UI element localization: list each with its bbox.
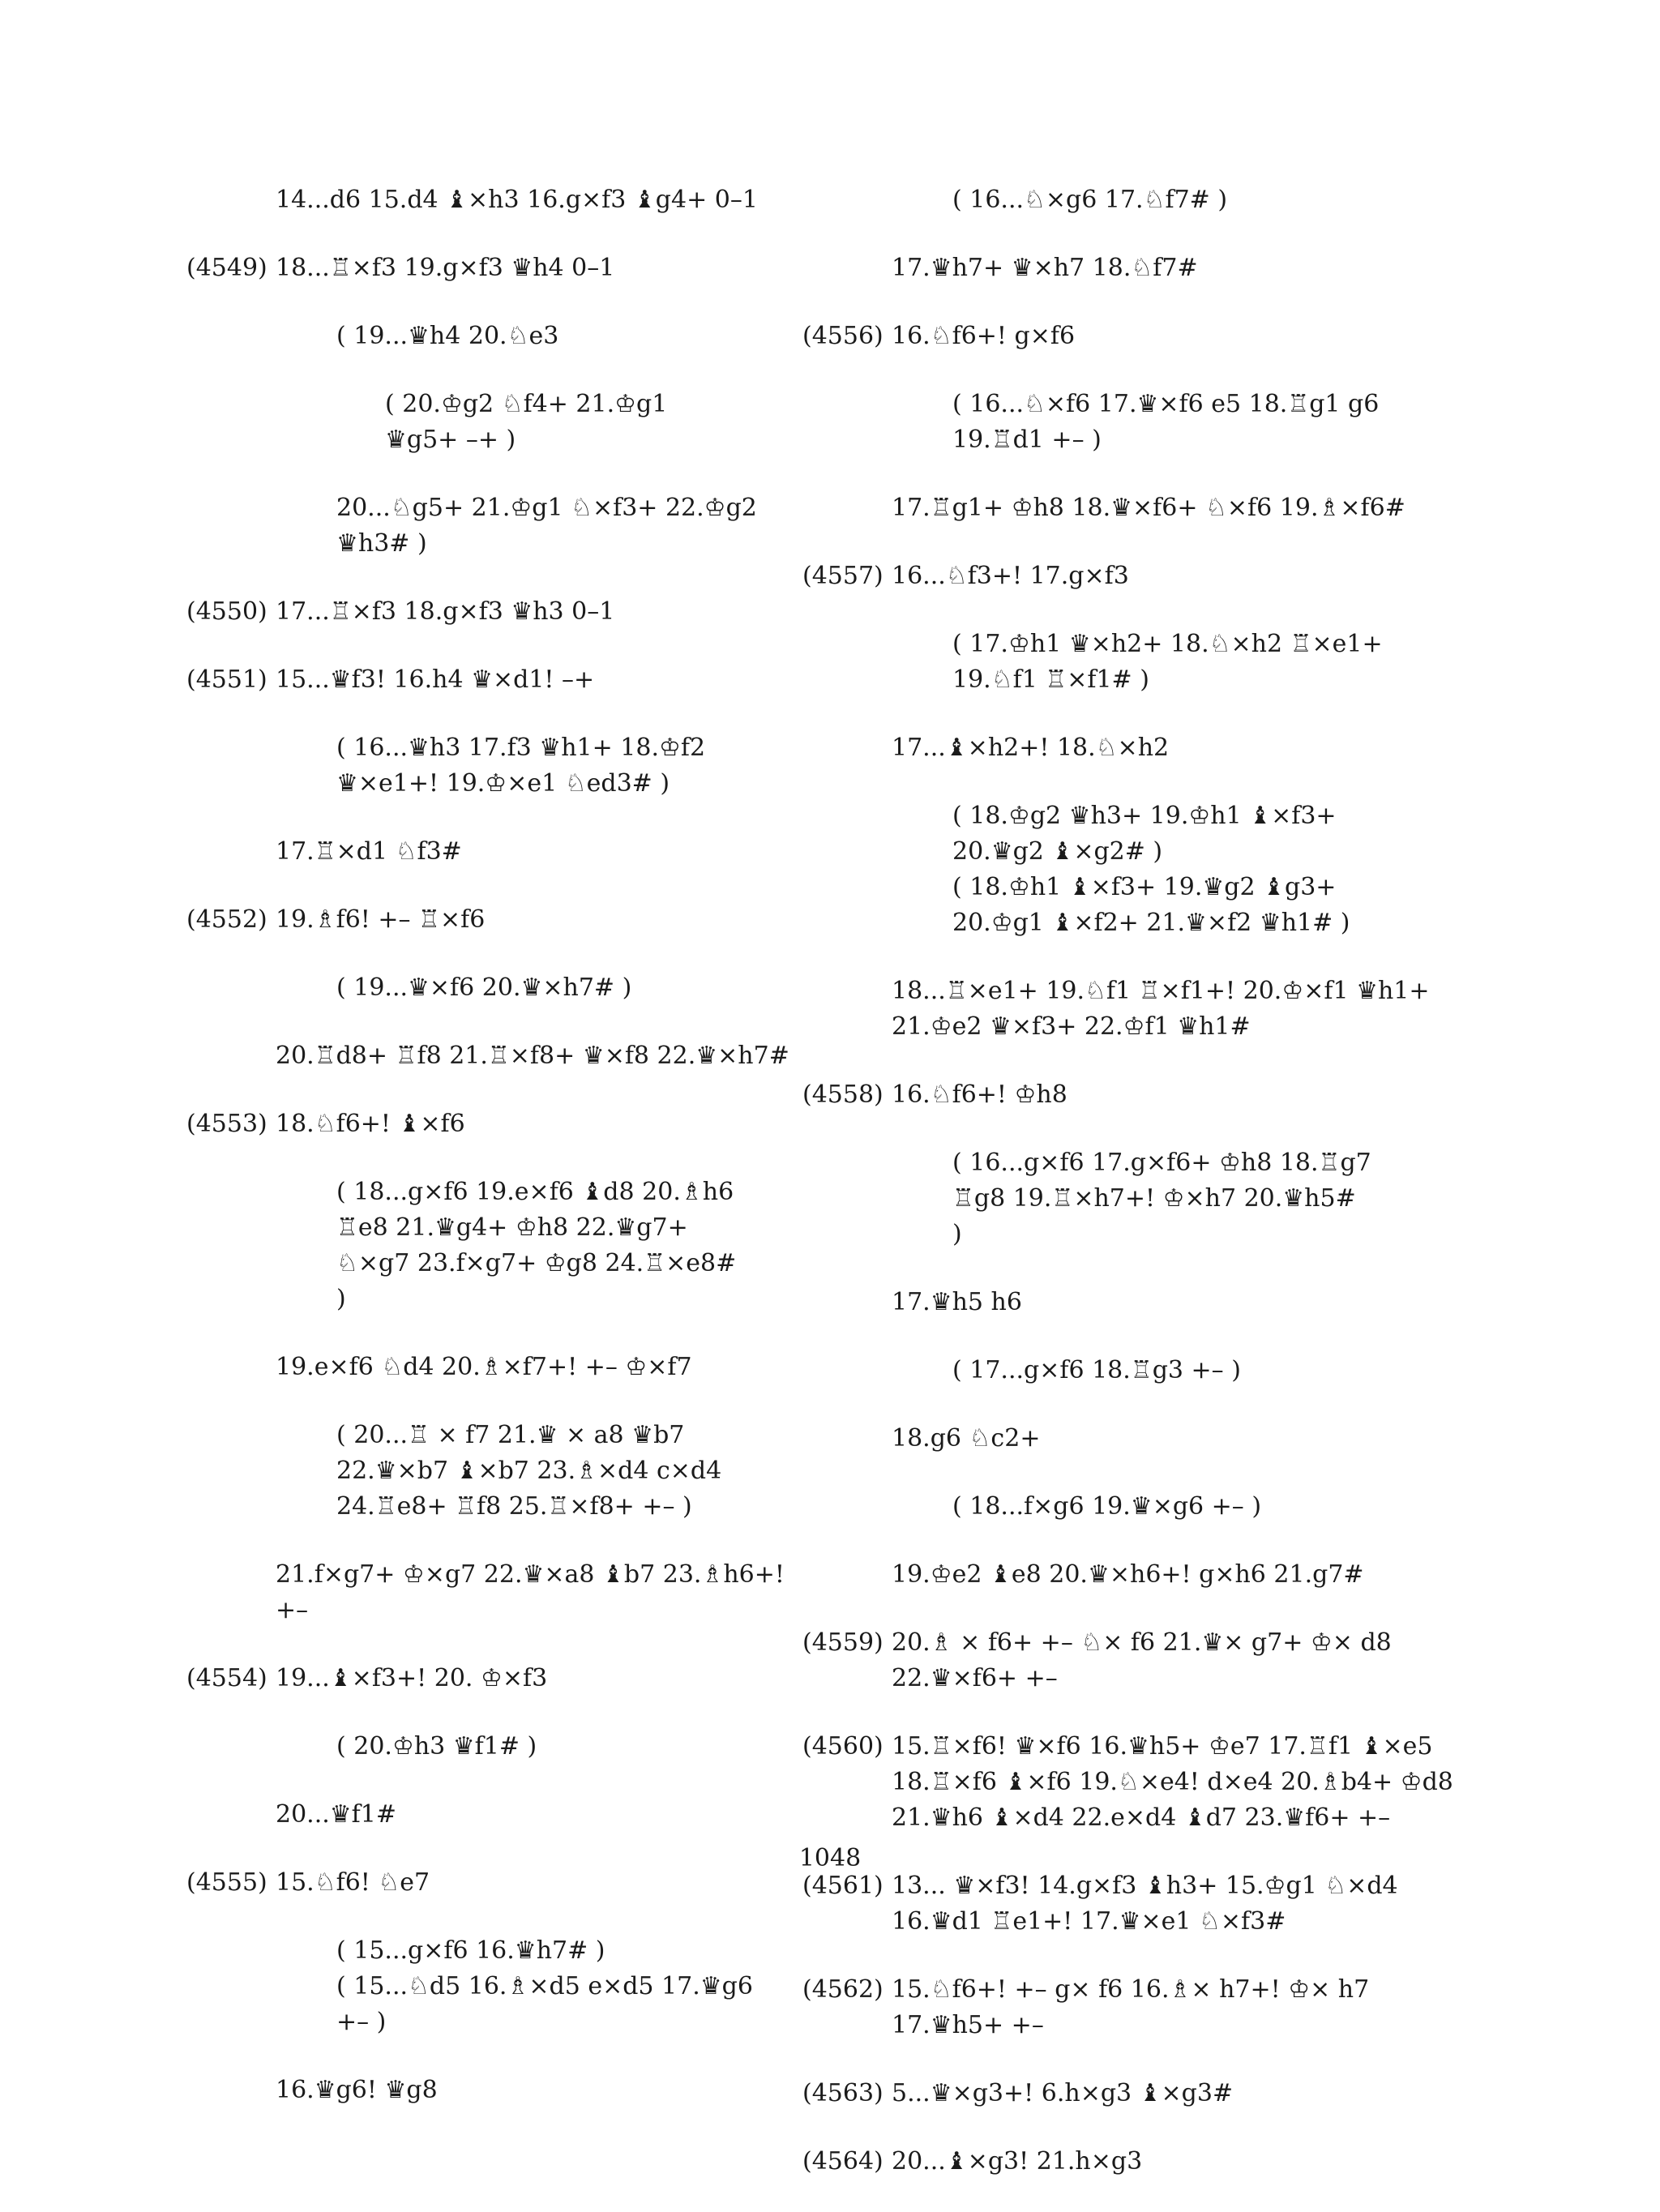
move-line: ( 19...♛×f6 20.♛×h7# ) (336, 973, 632, 1002)
exercise-entry (186, 250, 802, 286)
exercise-number: (4556) (802, 322, 883, 350)
variation-line (186, 319, 802, 354)
variation-line (186, 1038, 802, 1074)
variation-line (802, 798, 1418, 941)
move-line: 16.♘f6+! g×f6 (892, 322, 1076, 350)
move-line: 17.♛h5 h6 (892, 1288, 1022, 1316)
move-text (186, 182, 802, 218)
move-text (186, 1933, 802, 2040)
variation-line (186, 970, 802, 1006)
exercise-number: (4561) (802, 1872, 883, 1900)
move-line: +– (276, 1596, 309, 1624)
move-line: 18...♖×e1+ 19.♘f1 ♖×f1+! 20.♔×f1 ♛h1+ (892, 977, 1430, 1005)
move-text (186, 1797, 802, 1833)
move-line: ( 20...♖ × f7 21.♛ × a8 ♛b7 (336, 1421, 685, 1449)
variation-line (186, 1557, 802, 1628)
move-line: ( 15...g×f6 16.♛h7# ) (336, 1936, 605, 1965)
move-line: 15.♘f6+! +– g× f6 16.♗× h7+! ♔× h7 (892, 1975, 1370, 2004)
variation-line (802, 182, 1418, 218)
variation-line (802, 1489, 1418, 1525)
move-text (802, 250, 1418, 286)
move-text (186, 834, 802, 870)
move-line: ( 15...♘d5 16.♗×d5 e×d5 17.♛g6 (336, 1972, 753, 2000)
move-line: ♖e8 21.♛g4+ ♔h8 22.♛g7+ (336, 1213, 688, 1242)
move-text (186, 902, 802, 938)
move-line: 17.♖×d1 ♘f3# (276, 837, 462, 866)
move-line: 14...d6 15.d4 ♝×h3 16.g×f3 ♝g4+ 0–1 (276, 186, 758, 214)
move-line: 5...♛×g3+! 6.h×g3 ♝×g3# (892, 2079, 1234, 2107)
variation-line (186, 1418, 802, 1525)
variation-line (802, 627, 1418, 698)
move-line: 19.♔e2 ♝e8 20.♛×h6+! g×h6 21.g7# (892, 1560, 1364, 1589)
exercise-entry (186, 662, 802, 698)
move-line: 15.♘f6! ♘e7 (276, 1868, 430, 1897)
move-text (802, 798, 1418, 941)
move-text (802, 1285, 1418, 1320)
move-text (802, 973, 1430, 1045)
variation-line (802, 1557, 1418, 1593)
exercise-number: (4549) (186, 254, 267, 282)
exercise-number: (4551) (186, 665, 267, 694)
exercise-number: (4562) (802, 1975, 883, 2004)
exercise-entry (186, 594, 802, 630)
move-text (802, 558, 1418, 594)
move-text (802, 2144, 1418, 2180)
variation-line (802, 1285, 1418, 1320)
exercise-number: (4554) (186, 1664, 267, 1692)
move-line: ♘×g7 23.f×g7+ ♔g8 24.♖×e8# (336, 1249, 737, 1277)
exercise-number: (4555) (186, 1868, 267, 1897)
move-text (186, 594, 802, 630)
move-line: 20.♗ × f6+ +– ♘× f6 21.♛× g7+ ♔× d8 (892, 1628, 1392, 1657)
move-line: ( 18...f×g6 19.♛×g6 +– ) (952, 1492, 1262, 1521)
move-line: 19.♗f6! +– ♖×f6 (276, 905, 486, 934)
move-line: 15.♖×f6! ♛×f6 16.♛h5+ ♔e7 17.♖f1 ♝×e5 (892, 1732, 1433, 1761)
variation-line (186, 182, 802, 218)
move-line: 17...♖×f3 18.g×f3 ♛h3 0–1 (276, 597, 615, 626)
move-text (802, 1868, 1418, 1940)
move-line: ( 16...♛h3 17.f3 ♛h1+ 18.♔f2 (336, 734, 706, 762)
move-line: ( 16...g×f6 17.g×f6+ ♔h8 18.♖g7 (952, 1149, 1371, 1177)
move-text (802, 627, 1418, 698)
move-text (802, 387, 1418, 458)
variation-line (802, 387, 1418, 458)
variation-line (186, 387, 802, 458)
move-line: ♛h3# ) (336, 529, 427, 558)
move-text (802, 730, 1418, 766)
move-line: ( 20.♔g2 ♘f4+ 21.♔g1 (385, 390, 668, 418)
move-text (186, 1661, 802, 1696)
exercise-number: (4558) (802, 1080, 883, 1109)
move-line: 20...♛f1# (276, 1800, 397, 1829)
variation-line (802, 1421, 1418, 1457)
move-line: 16.♛g6! ♛g8 (276, 2076, 438, 2104)
move-line: 20.♔g1 ♝×f2+ 21.♛×f2 ♛h1# ) (952, 909, 1350, 937)
move-line: 21.♛h6 ♝×d4 22.e×d4 ♝d7 23.♛f6+ +– (892, 1803, 1391, 1832)
move-line: ♛×e1+! 19.♔×e1 ♘ed3# ) (336, 769, 670, 798)
move-line: 17.♖g1+ ♔h8 18.♛×f6+ ♘×f6 19.♗×f6# (892, 494, 1405, 522)
move-line: 20...♘g5+ 21.♔g1 ♘×f3+ 22.♔g2 (336, 494, 757, 522)
variation-line (802, 1145, 1418, 1252)
move-line: 22.♛×f6+ +– (892, 1664, 1058, 1692)
move-line: 15...♛f3! 16.h4 ♛×d1! –+ (276, 665, 595, 694)
variation-line (802, 250, 1418, 286)
move-line: ( 18...g×f6 19.e×f6 ♝d8 20.♗h6 (336, 1178, 734, 1206)
move-text (186, 387, 802, 458)
move-line: ( 17...g×f6 18.♖g3 +– ) (952, 1356, 1241, 1384)
move-line: 19.♖d1 +– ) (952, 426, 1102, 454)
move-text (802, 1145, 1418, 1252)
move-text (802, 319, 1418, 354)
move-line: ( 16...♘×f6 17.♛×f6 e5 18.♖g1 g6 (952, 390, 1380, 418)
move-text (186, 1729, 802, 1765)
move-line: 20...♝×g3! 21.h×g3 (892, 2147, 1143, 2176)
exercise-number: (4559) (802, 1628, 883, 1657)
exercise-entry (802, 2076, 1418, 2111)
move-line: ♛g5+ –+ ) (385, 426, 516, 454)
move-text (186, 1350, 802, 1385)
move-line: 24.♖e8+ ♖f8 25.♖×f8+ +– ) (336, 1492, 692, 1521)
move-line: 20.♛g2 ♝×g2# ) (952, 837, 1163, 866)
move-line: +– ) (336, 2008, 387, 2036)
exercise-number: (4553) (186, 1110, 267, 1138)
exercise-entry (802, 1972, 1418, 2043)
move-text (802, 1729, 1453, 1836)
move-text (186, 319, 802, 354)
move-text (802, 1972, 1418, 2043)
variation-line (186, 2073, 802, 2108)
variation-line (802, 973, 1430, 1045)
move-text (186, 1174, 802, 1317)
move-line: ( 17.♔h1 ♛×h2+ 18.♘×h2 ♖×e1+ (952, 630, 1383, 658)
move-text (186, 1038, 802, 1074)
move-line: 17.♛h7+ ♛×h7 18.♘f7# (892, 254, 1198, 282)
variation-line (186, 1729, 802, 1765)
move-text (186, 970, 802, 1006)
move-text (186, 1418, 802, 1525)
move-line: 21.♔e2 ♛×f3+ 22.♔f1 ♛h1# (892, 1012, 1251, 1041)
move-line: ( 16...♘×g6 17.♘f7# ) (952, 186, 1228, 214)
move-line: ) (336, 1285, 346, 1313)
exercise-number: (4560) (802, 1732, 883, 1761)
exercise-entry (802, 2144, 1418, 2180)
exercise-entry (802, 1077, 1418, 1113)
variation-line (186, 1933, 802, 2040)
move-text (802, 1557, 1418, 1593)
variation-line (186, 490, 802, 562)
move-line: 22.♛×b7 ♝×b7 23.♗×d4 c×d4 (336, 1457, 722, 1485)
variation-line (186, 1797, 802, 1833)
move-line: ( 18.♔h1 ♝×f3+ 19.♛g2 ♝g3+ (952, 873, 1337, 901)
move-text (802, 1077, 1418, 1113)
exercise-number: (4552) (186, 905, 267, 934)
move-text (186, 490, 802, 562)
move-text (186, 662, 802, 698)
exercise-number: (4557) (802, 562, 883, 590)
move-text (802, 490, 1418, 526)
variation-line (802, 1353, 1418, 1388)
exercise-entry (802, 319, 1418, 354)
exercise-number: (4563) (802, 2079, 883, 2107)
move-line: 13... ♛×f3! 14.g×f3 ♝h3+ 15.♔g1 ♘×d4 (892, 1872, 1398, 1900)
move-text (186, 1557, 802, 1628)
move-line: 17...♝×h2+! 18.♘×h2 (892, 734, 1170, 762)
move-line: ) (952, 1220, 962, 1248)
right-column (802, 182, 1453, 2212)
move-line: 16.♛d1 ♖e1+! 17.♛×e1 ♘×f3# (892, 1907, 1286, 1936)
page-number: 1048 (798, 1844, 862, 1872)
move-line: 18...♖×f3 19.g×f3 ♛h4 0–1 (276, 254, 615, 282)
exercise-number: (4564) (802, 2147, 883, 2176)
move-text (802, 1625, 1418, 1696)
move-line: 19.♘f1 ♖×f1# ) (952, 665, 1149, 694)
move-text (802, 1353, 1418, 1388)
move-line: 21.f×g7+ ♔×g7 22.♛×a8 ♝b7 23.♗h6+! (276, 1560, 785, 1589)
move-text (186, 250, 802, 286)
move-line: ♖g8 19.♖×h7+! ♔×h7 20.♛h5# (952, 1184, 1356, 1213)
exercise-entry (186, 902, 802, 938)
move-line: 16...♘f3+! 17.g×f3 (892, 562, 1129, 590)
move-text (186, 1106, 802, 1142)
move-text (802, 2076, 1418, 2111)
variation-line (802, 730, 1418, 766)
exercise-entry (802, 1729, 1453, 1836)
variation-line (186, 1174, 802, 1317)
move-text (802, 1489, 1418, 1525)
move-line: 20.♖d8+ ♖f8 21.♖×f8+ ♛×f8 22.♛×h7# (276, 1042, 789, 1070)
exercise-entry (186, 1106, 802, 1142)
move-text (186, 2073, 802, 2108)
variation-line (186, 834, 802, 870)
move-line: 18.♘f6+! ♝×f6 (276, 1110, 465, 1138)
variation-line (186, 1350, 802, 1385)
move-line: 19...♝×f3+! 20. ♔×f3 (276, 1664, 548, 1692)
move-line: ( 20.♔h3 ♛f1# ) (336, 1732, 537, 1761)
move-text (802, 182, 1418, 218)
exercise-entry (186, 1661, 802, 1696)
exercise-entry (802, 558, 1418, 594)
move-line: 19.e×f6 ♘d4 20.♗×f7+! +– ♔×f7 (276, 1353, 692, 1381)
variation-line (802, 490, 1418, 526)
move-text (802, 1421, 1418, 1457)
exercise-number: (4550) (186, 597, 267, 626)
exercise-entry (802, 1868, 1418, 1940)
move-text (186, 730, 802, 802)
move-line: 18.g6 ♘c2+ (892, 1424, 1041, 1453)
move-line: ( 18.♔g2 ♛h3+ 19.♔h1 ♝×f3+ (952, 802, 1337, 830)
move-line: ( 19...♛h4 20.♘e3 (336, 322, 559, 350)
move-line: 18.♖×f6 ♝×f6 19.♘×e4! d×e4 20.♗b4+ ♔d8 (892, 1768, 1453, 1796)
variation-line (186, 730, 802, 802)
move-line: 16.♘f6+! ♔h8 (892, 1080, 1067, 1109)
exercise-entry (802, 1625, 1418, 1696)
move-line: 17.♛h5+ +– (892, 2011, 1044, 2039)
